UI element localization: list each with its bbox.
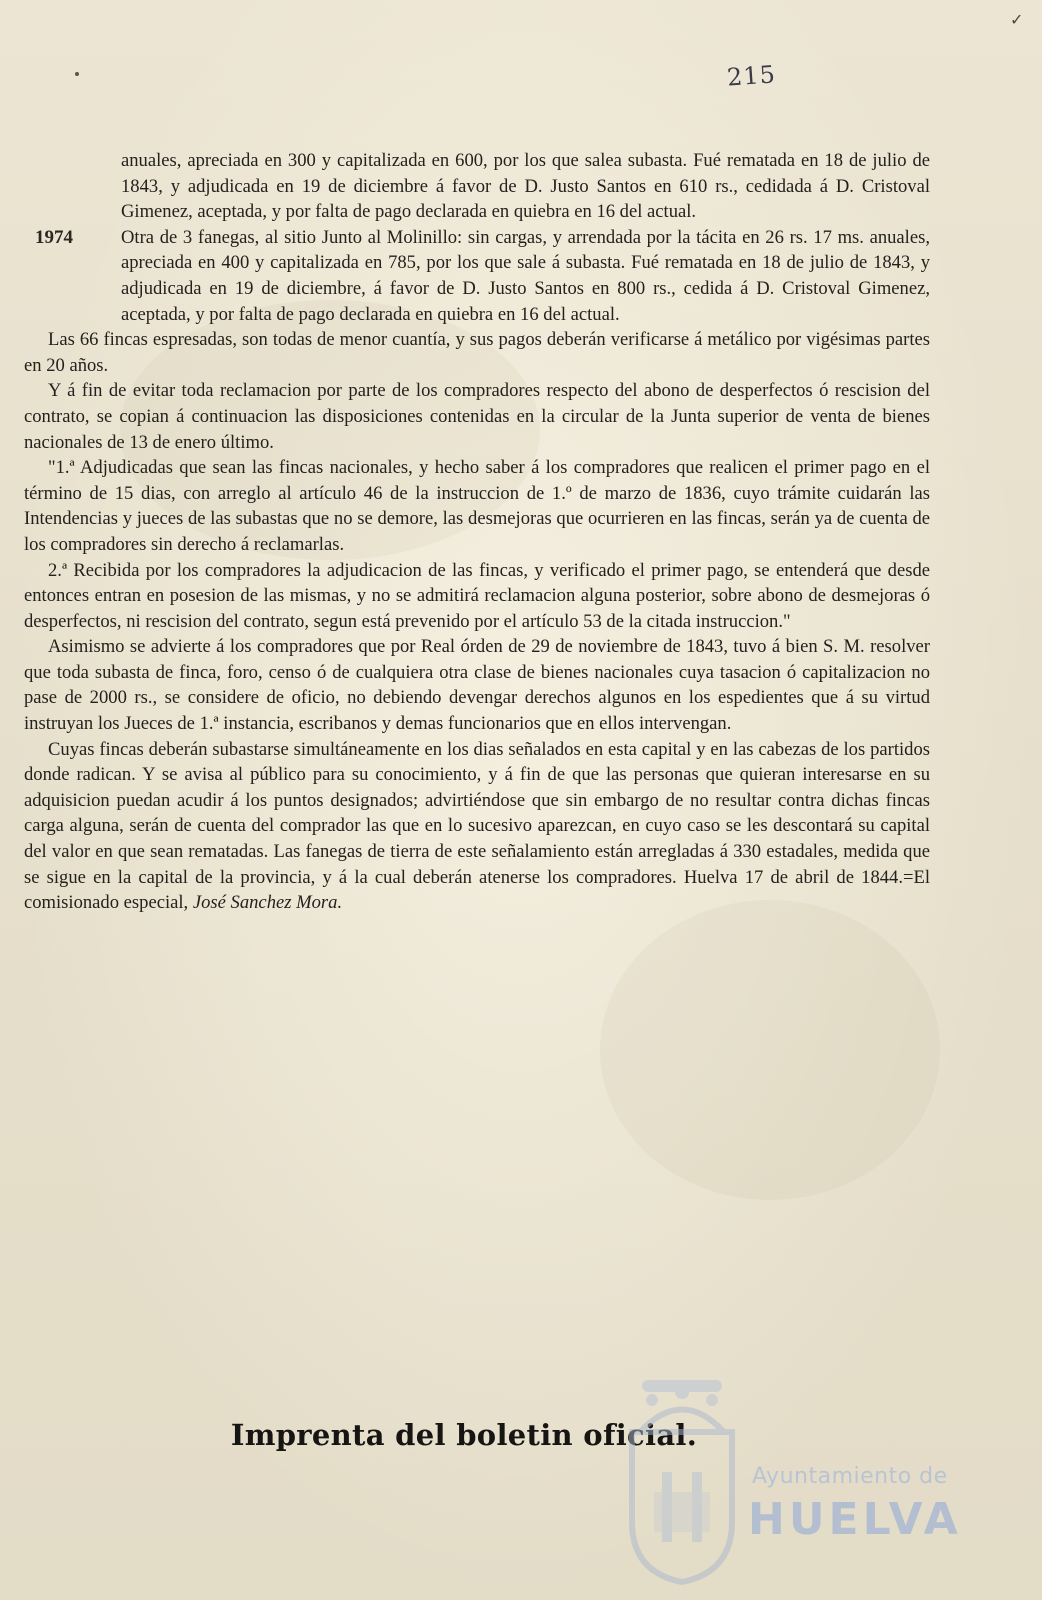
shield-center — [654, 1492, 710, 1532]
entry-text: Otra de 3 fanegas, al sitio Junto al Molinillo: sin cargas, y arrendada por la tácita en 26 rs. 17 ms. anuales, apreciada en 400 y capitalizada en 785, por los que sale á subasta. Fué rematada en 18 de julio de 1843, y adjudicada en 19 de diciembre, á favor de D. Justo Santos en 800 rs., cedida á D. Cristoval Gimenez, aceptada, y por falta de pago declarada en quiebra en 16 del actual. — [121, 226, 930, 325]
paragraph-reclamacion: Y á fin de evitar toda reclamacion por parte de los compradores respecto del abono de desperfectos ó rescision del contrato, se copian á continuacion las disposiciones contenidas en la circular de la Junta superior de venta de bienes nacionales de 13 de enero último. — [24, 380, 930, 453]
watermark-line1: Ayuntamiento de — [752, 1464, 948, 1489]
paragraph-closing — [24, 737, 930, 916]
document-body — [24, 148, 930, 916]
paragraph-fincas-summary: Las 66 fincas espresadas, son todas de menor cuantía, y sus pagos deberán verificarse á metálico por vigésimas partes en 20 años. — [24, 329, 930, 376]
crown-jewel — [675, 1385, 689, 1399]
entry-1974 — [24, 225, 930, 327]
entry-previous-continuation: anuales, apreciada en 300 y capitalizada en 600, por los que salea subasta. Fué rematada en 18 de julio de 1843, y adjudicada en 19 de diciembre á favor de D. Justo Santos en 610 rs., cedidada á D. Cristoval Gimenez, aceptada, y por falta de pago declarada en quiebra en 16 del actual. — [121, 150, 930, 223]
paragraph-disposicion-2: 2.ª Recibida por los compradores la adjudicacion de las fincas, y verificado el primer pago, se entenderá que desde entonces entran en posesion de las mismas, y no se admitirá reclamacion alguna posterior, sobre abono de desmejoras ó desperfectos, ni rescision del contrato, segun está prevenido por el artículo 53 de la citada instruccion." — [24, 559, 930, 632]
imprint-text: Imprenta del boletin oficial. — [230, 1418, 698, 1452]
crown-jewel — [706, 1394, 718, 1406]
signature-name: José Sanchez Mora. — [192, 892, 343, 914]
crown-jewel — [646, 1394, 658, 1406]
crown-arc — [640, 1410, 724, 1433]
paper-stain — [600, 900, 940, 1200]
paragraph-real-orden: Asimismo se advierte á los compradores que por Real órden de 29 de noviembre de 1843, tuvo á bien S. M. resolver que toda subasta de finca, foro, censo ó de cualquiera otra clase de bienes nacionales cuya tasacion ó capitalizacion no pase de 2000 rs., se considere de oficio, no debiendo devengar derechos algunos en los espedientes que á su virtud instruyan los Jueces de 1.ª instancia, escribanos y demas funcionarios que en ellos intervengan. — [24, 636, 930, 735]
paragraph-disposicion-1: "1.ª Adjudicadas que sean las fincas nacionales, y hecho saber á los compradores que realicen el primer pago en el término de 15 dias, con arreglo al artículo 46 de la instruccion de 1.º de marzo de 1836, cuyo trámite cuidarán las Intendencias y jueces de las subastas que no se demore, las desmejoras que ocurrieren en las fincas, serán ya de cuenta de los compradores sin derecho á reclamarlas. — [24, 457, 930, 555]
entry-number: 1974 — [35, 226, 73, 248]
closing-text: Cuyas fincas deberán subastarse simultáneamente en los dias señalados en esta capital y en las cabezas de los partidos donde radican. Y se avisa al público para su conocimiento, y á fin de que las personas que quieran interesarse en su adquisicion puedan acudir á los puntos designados; advirtiéndose que sin embargo de no resultar contra dichas fincas carga alguna, serán de cuenta del comprador las que en lo sucesivo aparezcan, en cuyo caso se les descontará su capital del valor en que sean rematadas. Las fanegas de tierra de este señalamiento están arregladas á 330 estadales, medida que se sigue en la capital de la provincia, y á la cual deberán atenerse los compradores. Huelva 17 de abril de 1844.=El comisionado especial, — [24, 738, 930, 914]
ink-dot — [75, 72, 79, 76]
folio-number: 215 — [726, 60, 777, 92]
watermark-line2: HUELVA — [748, 1494, 962, 1545]
corner-check-mark: ✓ — [1010, 10, 1024, 29]
